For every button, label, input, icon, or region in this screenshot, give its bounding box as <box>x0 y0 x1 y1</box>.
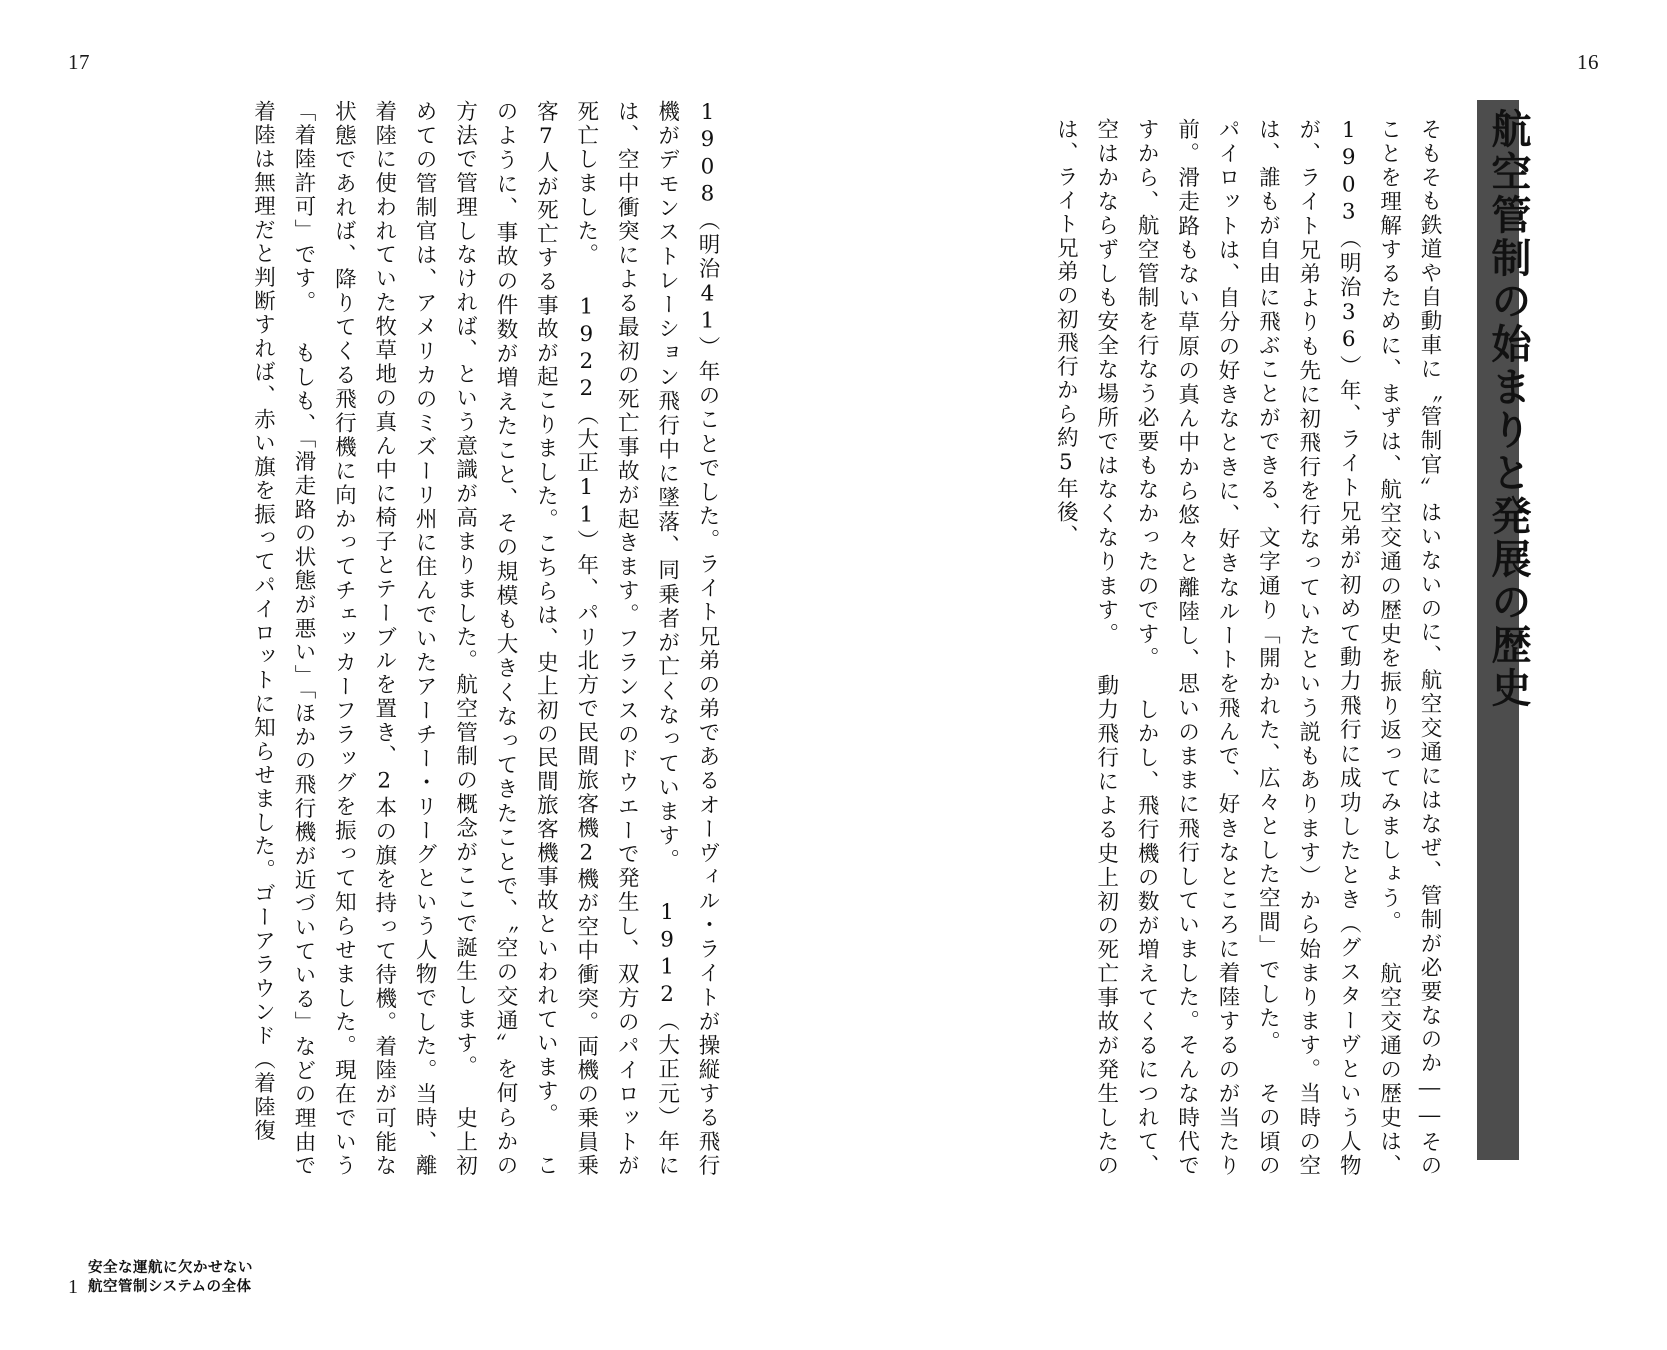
running-footer <box>68 1259 253 1298</box>
chapter-heading: 航空管制の始まりと発展の歴史 <box>1485 108 1532 710</box>
footer-line-1: 安全な運航に欠かせない <box>88 1259 253 1276</box>
footer-chapter-title <box>88 1259 253 1298</box>
body-text-page-16: そもそも鉄道や自動車に〝管制官〟はいないのに、航空交通にはなぜ、管制が必要なのか――そのことを理解するために、まずは、航空交通の歴史を振り返ってみましょう。 航空交通の歴史は、1903（明治36）年、ライト兄弟が初めて動力飛行に成功したとき（グスターヴという人物が、ライト兄弟よりも先に初飛行を行なっていたという説もあります）から始まります。当時の空は、誰もが自由に飛ぶことができる、文字通り「開かれた、広々とした空間」でした。 その頃のパイロットは、自分の好きなときに、好きなルートを飛んで、好きなところに着陸するのが当たり前。滑走路もない草原の真ん中から悠々と離陸し、思いのままに飛行していました。そんな時代ですから、航空管制を行なう必要もなかったのです。 しかし、飛行機の数が増えてくるにつれて、空はかならずしも安全な場所ではなくなります。 動力飛行による史上初の死亡事故が発生したのは、ライト兄弟の初飛行から約5年後、 <box>1053 118 1442 1178</box>
footer-line-2: 航空管制システムの全体 <box>88 1279 252 1296</box>
footer-chapter-number: 1 <box>68 1276 78 1298</box>
folio-left: 17 <box>68 50 90 74</box>
body-text-page-17: 1908（明治41）年のことでした。ライト兄弟の弟であるオーヴィル・ライトが操縦する飛行機がデモンストレーション飛行中に墜落、同乗者が亡くなっています。 1912（大正元）年には、空中衝突による最初の死亡事故が起きます。フランスのドウエーで発生し、双方のパイロットが死亡しました。 1922（大正11）年、パリ北方で民間旅客機2機が空中衝突。両機の乗員乗客7人が死亡する事故が起こりました。こちらは、史上初の民間旅客機事故といわれています。 このように、事故の件数が増えたこと、その規模も大きくなってきたことで、〝空の交通〟を何らかの方法で管理しなければ、という意識が高まりました。航空管制の概念がここで誕生します。 史上初めての管制官は、アメリカのミズーリ州に住んでいたアーチー・リーグという人物でした。当時、離着陸に使われていた牧草地の真ん中に椅子とテーブルを置き、2本の旗を持って待機。着陸が可能な状態であれば、降りてくる飛行機に向かってチェッカーフラッグを振って知らせました。現在でいう「着陸許可」です。 もしも、「滑走路の状態が悪い」「ほかの飛行機が近づいている」などの理由で着陸は無理だと判断すれば、赤い旗を振ってパイロットに知らせました。ゴーアラウンド（着陸復 <box>250 100 720 1178</box>
folio-right: 16 <box>1577 50 1599 74</box>
